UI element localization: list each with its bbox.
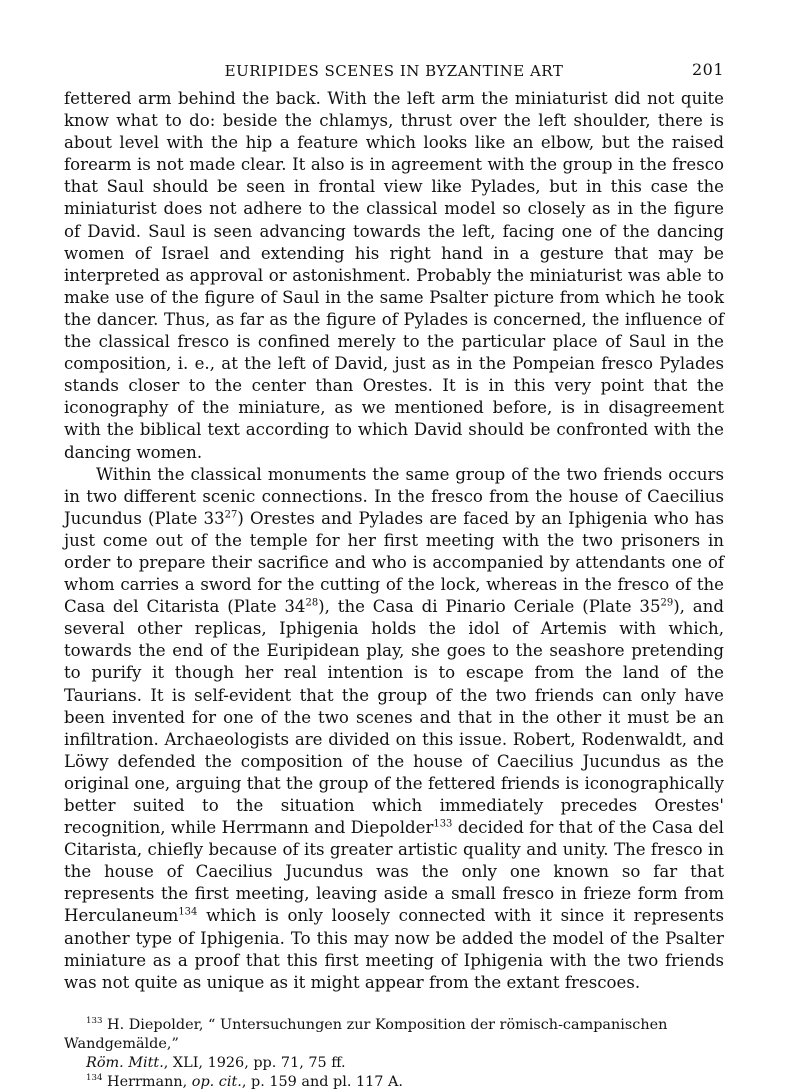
body-text <box>64 88 724 994</box>
footnote-ref-29: 29 <box>660 597 674 609</box>
footnote-text: H. Diepolder, “ Untersuchungen zur Komposition der römisch-campanischen Wandgemälde,” <box>64 1016 668 1052</box>
footnote-134 <box>64 1073 724 1092</box>
running-title: EURIPIDES SCENES IN BYZANTINE ART <box>224 62 564 80</box>
text-run: ), the Casa di Pinario Ceriale (Plate 35 <box>318 597 661 617</box>
text-run: ) Orestes and Pylades are faced by an Iphigenia who has just come out of the temple for her first meeting with the two prisoners in order to prepare their sacrifice and who is accompanied by attendants one of whom carries a sword for the cutting of the lock, whereas in the fresco of the Casa del Citarista (Plate 34 <box>64 508 725 617</box>
footnote-ref-28: 28 <box>305 597 319 609</box>
op-cit: op. cit. <box>191 1073 242 1090</box>
footnotes <box>64 1016 724 1092</box>
page <box>64 58 724 1092</box>
paragraph-1: fettered arm behind the back. With the left arm the miniaturist did not quite know what to do: beside the chlamys, thrust over the left shoulder, there is about level with the hip a feature which looks like an elbow, but the raised forearm is not made clear. It also is in agreement with the group in the fresco that Saul should be seen in frontal view like Pylades, but in this case the miniaturist does not adhere to the classical model so closely as in the figure of David. Saul is seen advancing towards the left, facing one of the dancing women of Israel and extending his right hand in a gesture that may be interpreted as approval or astonishment. Probably the miniaturist was able to make use of the figure of Saul in the same Psalter picture from which he took the dancer. Thus, as far as the figure of Pylades is concerned, the influence of the classical fresco is confined merely to the particular place of Saul in the composition, i. e., at the left of David, just as in the Pompeian fresco Pylades stands closer to the center than Orestes. It is in this very point that the iconography of the miniature, as we mentioned before, is in disagreement with the biblical text according to which David should be confronted with the dancing women. <box>64 89 724 462</box>
text-run: Within the classical monuments the same group of the two friends occurs in two different scenic connections. In the fresco from the house of Caecilius Jucundus (Plate 33 <box>64 464 724 528</box>
text-run: which is only loosely connected with it since it represents another type of Iphigenia. To this may now be added the model of the Psalter miniature as a proof that this first meeting of Iphigenia with the two friends was not quite as unique as it might appear from the extant frescoes. <box>64 906 724 992</box>
footnote-text: , p. 159 and pl. 117 A. <box>241 1073 403 1090</box>
text-run: ), and several other replicas, Iphigenia holds the idol of Artemis with which, towards the end of the Euripidean play, she goes to the seashore pretending to purify it though her real intention is to escape from the land of the Taurians. It is self-evident that the group of the two friends can only have been invented for one of the two scenes and that in the other it must be an infiltration. Archaeologists are divided on this issue. Robert, Rodenwaldt, and Löwy defended the composition of the house of Caecilius Jucundus as the original one, arguing that the group of the fettered friends is iconographically better suited to the situation which immediately precedes Orestes' recognition, while Herrmann and Diepolder <box>64 597 724 838</box>
footnote-133-continued <box>64 1054 724 1073</box>
footnote-ref-134: 134 <box>178 906 198 918</box>
footnote-number: 134 <box>86 1073 103 1084</box>
footnote-ref-27: 27 <box>224 509 238 521</box>
page-number: 201 <box>691 60 724 79</box>
journal-title: Röm. Mitt. <box>86 1054 164 1071</box>
footnote-number: 133 <box>86 1016 103 1027</box>
text-run: decided for that of the Casa del Citarista, chiefly because of its greater artistic quality and unity. The fresco in the house of Caecilius Jucundus was the only one known so far that represents the first meeting, leaving aside a small fresco in frieze form from Herculaneum <box>64 818 724 926</box>
footnote-ref-133: 133 <box>433 818 453 830</box>
running-head <box>64 58 724 88</box>
paragraph-2 <box>64 464 724 994</box>
footnote-133 <box>64 1016 724 1054</box>
footnote-text: , XLI, 1926, pp. 71, 75 ff. <box>163 1054 346 1071</box>
footnote-text: Herrmann, <box>102 1073 192 1090</box>
